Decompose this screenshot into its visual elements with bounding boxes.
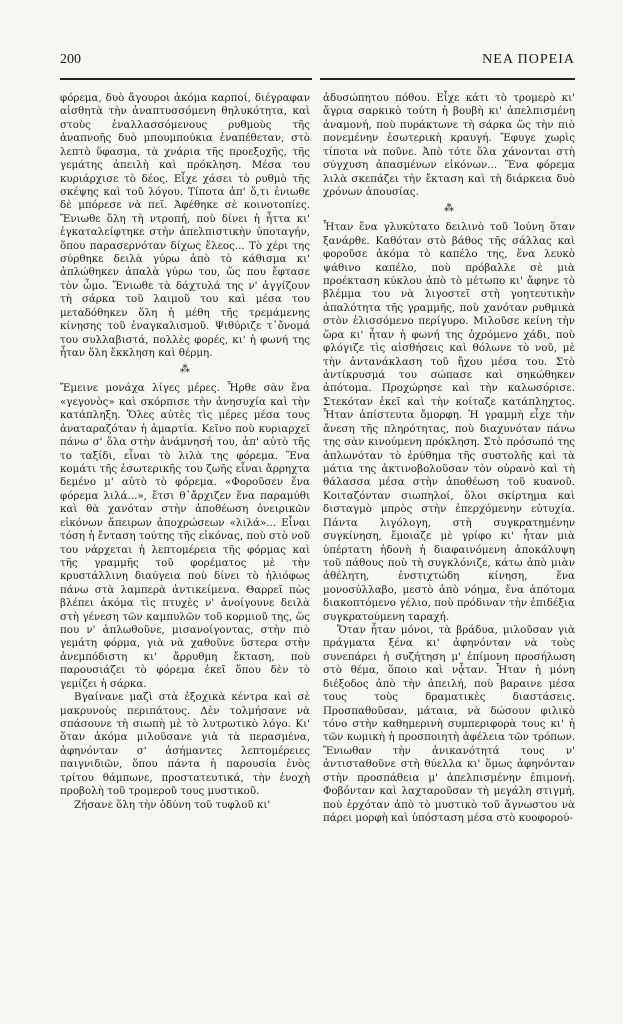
paragraph: Ἔμεινε μονάχα λίγες μέρες. Ἦρθε σὰν ἕνα «γεγονὸς» καὶ σκόρπισε τὴν ἀνησυχία καὶ τὴν κατάπληξη. Ὅλες αὐτὲς τὶς μέρες μέσα τους ἀναταραζόταν ἡ ἁμαρτία. Κεῖνο ποὺ κυριαρχεῖ πάνω σ' ὅλα στὴν ἀνάμνησή του, ἀπ' αὐτὸ τῆς το ταξίδι, εἶναι τὸ λιλὰ της φόρεμα. Ἕνα κομάτι τῆς ἐσωτερικῆς του ζωῆς εἶναι ἄρρηχτα δεμένο μ' αὐτὸ τὸ φόρεμα. «Φοροῦσεν ἕνα φόρεμα λιλά...», ἔτσι θ᾽ἄρχιζεν ἕνα παραμύθι καὶ θὰ χανόταν στὴν ἀποθέωση ὀνειρικῶν εἰκόνων ἄπειρων ἀποχρώσεων «λιλά»... Εἶναι τόση ἡ ἔνταση τούτης τῆς εἰκόνας, ποὺ στὸ νοῦ του νάρχεται ἡ λεπτομέρεια τῆς φόρμας καὶ τῆς γραμμῆς τοῦ φορέματος μὲ τὴν κρυστάλλινη διαύγεια ποὺ δίνει τὸ ἡλιόφως πάνω στὰ λαμπερὰ ἀντικείμενα. Θαρρεῖ πὼς βλέπει ἀκόμα τὶς πτυχὲς ν' ἀνοίγουνε δειλὰ στὴ γένεση τῶν καμπυλῶν τοῦ κορμιοῦ της, ὥς που ν' ἁπλωθοῦνε, μισανοίγοντας, στὴν πιὸ γεμάτη φόρμα, γιὰ νὰ χαθοῦνε ὕστερα στὴν ἀνεμπόδιστη κι' ἄρρυθμη ἔκταση, ποὺ παρουσιάζει τὸ φόρεμα ἐκεῖ ὅπου δὲν τὸ γεμίζει ἡ σάρκα. [60,382,310,690]
paragraph: φόρεμα, δυὸ ἄγουροι ἀκόμα καρποί, διέγραφαν αἰσθητὰ τὴν ἀναπτυσσόμενη θηλυκότητα, καὶ στοὺς ἐναλλασσόμενους ρυθμοὺς τῆς ἀναπνοῆς δυὸ μπουμπούκια ἐναπέθεταν, στὸ λεπτὸ ὕφασμα, τὰ χνάρια τῆς προεξοχῆς, τῆς γεμάτης ἀπειλὴ καὶ πρόκληση. Μέσα του κυριάρχισε τὸ δέος. Εἶχε χάσει τὸ ρυθμὸ τῆς σκέψης καὶ τοῦ λόγου. Τίποτα ἀπ' ὅ,τι ἐνιωθε δὲ μπόρεσε νὰ πεῖ. Ἀφέθηκε σὲ κοινοτοπίες. Ἔνιωθε ὅλη τὴ ντροπή, ποὺ δίνει ἡ ἧττα κι' ἐγκαταλείφτηκε στὴν ἀπελπιστικὴν ὑποταγήν, ὅπου παρασερνόταν δίχως ἔλεος... Τὸ χέρι της σύρθηκε δειλὰ γύρω ἀπὸ τὸ κάθισμα κι' ἁπλώθηκεν ἁπαλὰ γύρω του, ὥς που ἔφτασε τὸν ὦμο. Ἔνιωθε τὰ δάχτυλά της ν' ἀγγίζουν τὴ σάρκα τοῦ λαιμοῦ του καὶ μέσα του μεταδόθηκεν ὅλη ἡ μέθη τῆς τρεμάμενης κίνησης τοῦ ἐναγκαλισμοῦ. Ψιθύριζε τ᾽ὄνομά του συλλαβιστά, πολλὲς φορές, κι' ἡ φωνή της ἦταν ὅλη ἔκκληση καὶ θέρμη. [60,92,310,360]
header-rule-left [60,78,312,80]
page-number: 200 [60,52,81,67]
right-column [323,92,575,825]
page-header [60,52,575,72]
section-separator: ⁂ [180,364,190,376]
paragraph: Ὅταν ἦταν μόνοι, τὰ βράδυα, μιλοῦσαν γιὰ πράγματα ξένα κι' ἀφηνόνταν νὰ τοὺς συνεπάρει ἡ συζήτηση μ' ἐπίμονη προσήλωση στὸ θέμα, ὅποιο καὶ νᾆταν. Ἦταν ἡ μόνη διέξοδος ἀπὸ τὴν ἀπειλή, ποὺ βαραινε μέσα τους τοὺς δραματικὲς διαστάσεις. Προσπαθοῦσαν, μάταια, νὰ δώσουν φιλικὸ τόνο στὴν καθημερινὴ συμπεριφορὰ τους κι' ἡ τῶν κωμικὴ ἡ προσποιητὴ ἀφέλεια τῶν τρόπων. Ἔνιωθαν τὴν ἀνικανότητά τους ν' ἀντισταθοῦνε στὴ θύελλα κι' ὅμως ἀφηνόνταν στὴν προσπάθεια μ' ἀπελπισμένην ἐπιμονή. Φοβόνταν καὶ λαχταροῦσαν τὴ μεγάλη στιγμή, ποὺ ἐρχόταν ἀπὸ τὸ μυστικὸ τοῦ ἄγνωστου νὰ πάρει μορφὴ καὶ ὑπόσταση μέσα στὸ κυοφορού- [323,624,575,824]
paragraph: Ζήσανε ὅλη τὴν ὀδύνη τοῦ τυφλοῦ κι' [74,798,271,811]
paragraph: Βγαίνανε μαζὶ στὰ ἐξοχικὰ κέντρα καὶ σὲ μακρυνοὺς περιπάτους. Δὲν τολμήσανε νὰ σπάσουνε τὴ σιωπὴ μὲ τὸ λυτρωτικὸ λόγο. Κι' ὅταν ἀκόμα μιλοῦσανε γιὰ τὰ περασμένα, ἀφηνόνταν σ' ἀσήμαντες λεπτομέρειες παιγνιδιῶν, ὅπου πάντα ἡ παρουσία ἑνὸς τρίτου θάμπωνε, προστατευτικά, τὴν ἐνοχὴ προβολὴ τοῦ τρομεροῦ τους μυστικοῦ. [60,691,310,798]
paragraph: ἀδυσώπητου πόθου. Εἶχε κάτι τὸ τρομερὸ κι' ἄγρια σαρκικὸ τούτη ἡ βουβὴ κι' ἀπελπισμένη ἀναμονή, ποὺ πυράκτωνε τὴ σάρκα ὥς τὴν πιὸ πονεμένην ἐσωτερικὴ κραυγή. Ἔφυγε χωρὶς τίποτα νὰ ποῦνε. Ἀπὸ τότε ὅλα χάνονται στὴ σύγχυση ἀπασμένων εἰκόνων... Ἕνα φόρεμα λιλὰ σκεπάζει τὴν ἔκταση καὶ τὴ διάρκεια δυὸ χρόνων ἀπουσίας. [323,92,575,198]
header-rule-right [320,78,575,80]
section-separator: ⁂ [444,203,454,215]
journal-title: ΝΕΑ ΠΟΡΕΙΑ [482,52,575,67]
left-column [60,92,310,812]
paragraph: Ἦταν ἕνα γλυκύτατο δειλινὸ τοῦ Ἰούνη ὅταν ξανάρθε. Καθόταν στὸ βάθος τῆς σάλλας καὶ φοροῦσε ἀκόμα τὸ καπέλο της, ἕνα λευκὸ ψάθινο καπέλο, ποὺ πρόβαλλε σὲ μιὰ προέκταση κύκλου ἀπὸ τὸ μέτωπο κι' ἄφηνε τὸ βλέμμα του νὰ λιγοστεῖ στὴ γοητευτικὴν ἁπαλότητα τῆς γραμμῆς, ποὺ χανόταν ρυθμικὰ στὸν ἐλισσόμενο περίγυρο. Μιλοῦσε κείνη τὴν ὥρα κι' ἦταν ἡ φωνή της ὀχρόμενο χάδι, ποὺ φλόγιζε τὶς αἰσθήσεις καὶ θόλωνε τὸ νοῦ, μὲ τὴν ἀντανάκλαση τοῦ ἤχου μέσα του. Στὸ ἀντίκρυσμά του σώπασε καὶ σηκώθηκεν ἀπότομα. Προχώρησε καὶ τὴν καλωσόρισε. Στεκόταν ἐκεῖ καὶ τὴν κοίταζε κατάπληχτος. Ἦταν ἀπίστευτα ὄμορφη. Ἡ γραμμὴ εἶχε τὴν ἄνεση τῆς πληρότητας, ποὺ διαχυνόταν πάνω της σὰν κινούμενη πρόκληση. Στὸ πρόσωπό της ἁπλωνόταν τὸ ἐρύθημα τῆς συστολῆς καὶ τὰ μάτια της ἀκτινοβολοῦσαν τὸν οὐρανὸ καὶ τὴ θάλασσα μέσα στὴν ἀποθέωση τοῦ κυανοῦ. Κοιταζόνταν σιωπηλοί, ὅλοι σκίρτημα καὶ δισταγμὸ μπρὸς στὴν ἐπερχόμενην εὐτυχία. Πάντα λιγόλογη, στὴ συγκρατημένην συγκίνηση, ἔμοιαζε μὲ γρίφο κι' ἦταν μιὰ ὑπέρτατη ἡδονὴ ἡ διαφαινόμενη ἀποκάλυψη τοῦ πάθους ποὺ τὴ συγκλόνιζε, κάτω ἀπὸ μιὰν ἀθέλητη, ἐνστιχτώδη κίνηση, ἕνα μονοσύλλαβο, μεστὸ ἀπὸ νόημα, ἕνα ἀπότομα διακοπτόμενο γέλιο, ποὺ πρόδιναν τὴν ἐπιδέξια συγκρατούμενη ταραχή. [323,221,575,623]
